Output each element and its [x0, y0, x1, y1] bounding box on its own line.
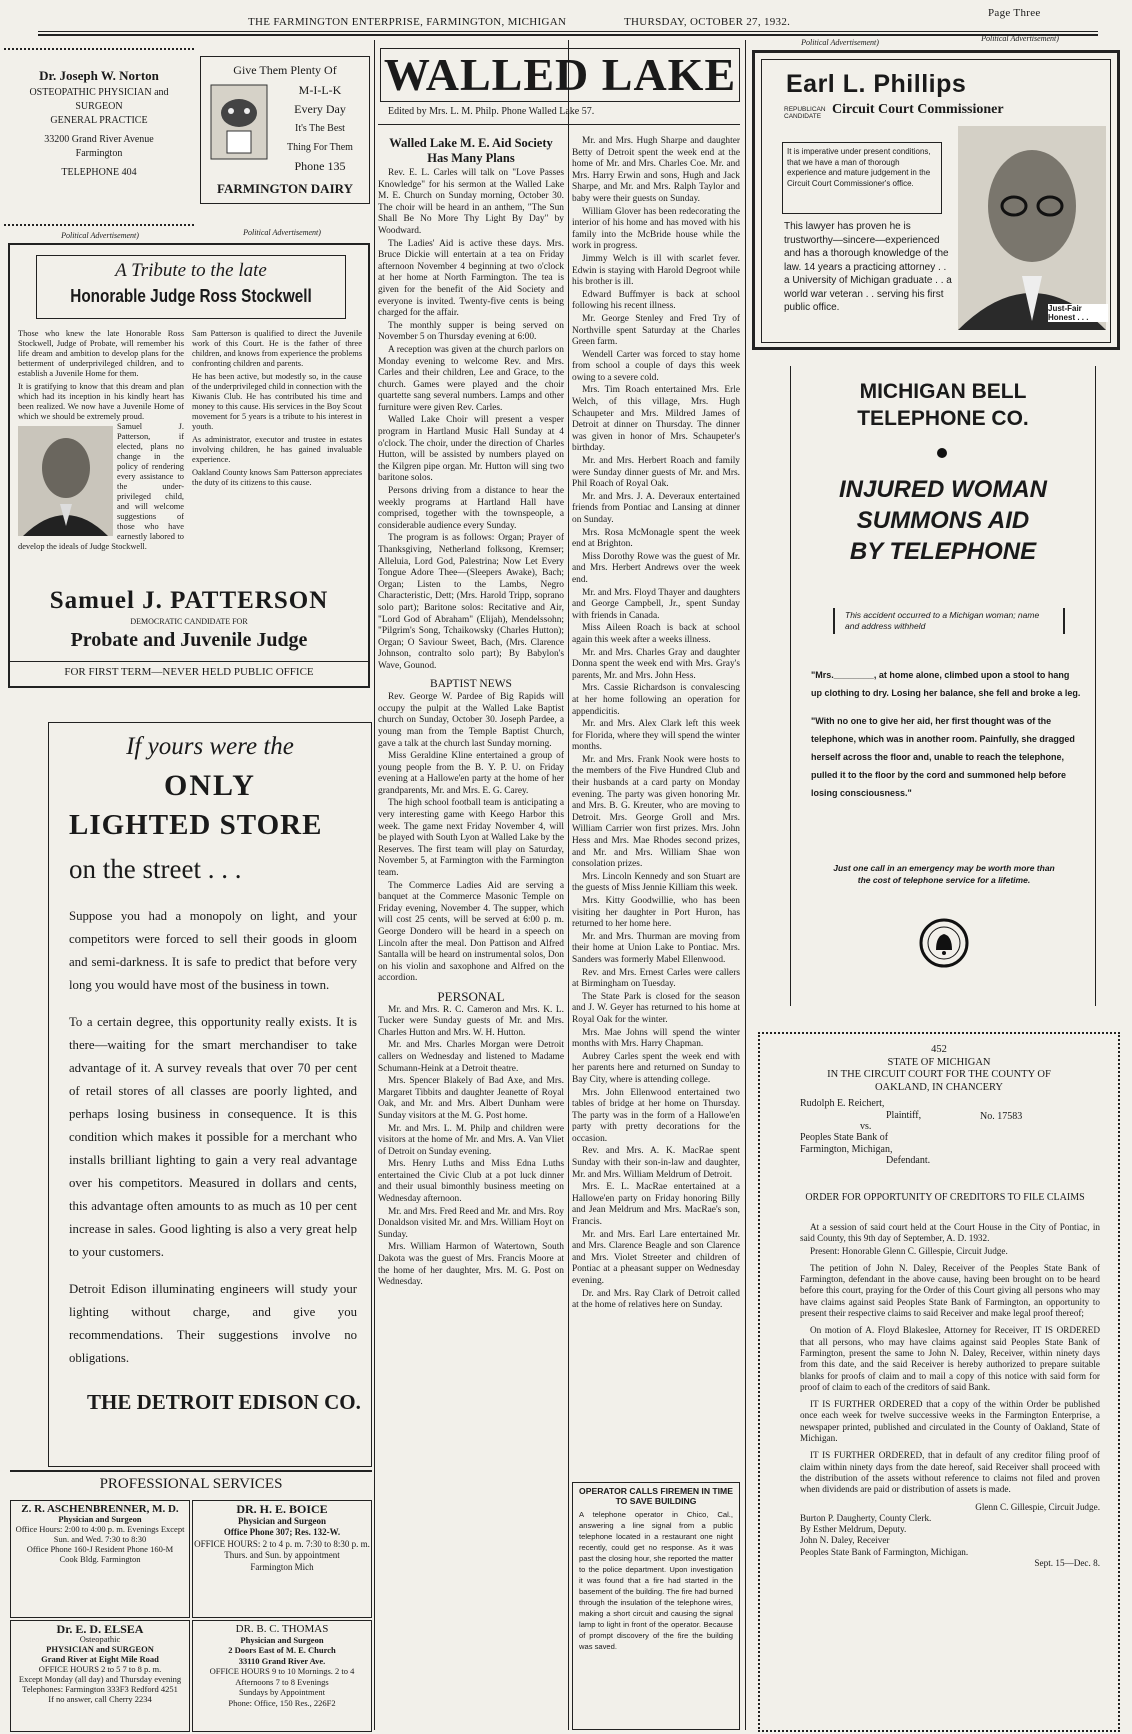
norton-line: OSTEOPATHIC PHYSICIAN and — [29, 87, 169, 98]
fire-text: A telephone operator in Chico, Cal., answering a line signal from a public telephone located in a restaurant one night recently, could get no response. As it was past the closing hour, she reported the matter to the police department. Upon investigation it was found that a fire had started in the basement of the building. The fire had burned through the insulation of the telephone wires, making a short circuit and causing the signal lamp to light in front of the operator. Because of prompt discovery of the fire the building was saved. — [579, 1510, 733, 1651]
bell-company: MICHIGAN BELL — [859, 380, 1027, 403]
article-headline: Walled Lake M. E. Aid Society Has Many Plans — [389, 136, 553, 165]
article-paragraph: A reception was given at the church parlors on Monday evening to welcome Rev. and Mrs. Carles and their children, Lee and Grace, to the church. Games were played and the choir quartette sang several numbers. Lamps and other furniture were given Rev. Carles. — [378, 344, 564, 413]
phillips-text: This lawyer has proven he is trustworthy—sincere—experienced and has a thorough knowledge of the law. 14 years a practicing attorney . . a University of Michigan graduate . . a world war veteran . . serving his first public office. — [784, 221, 952, 313]
legal-party: Plaintiff, — [886, 1109, 922, 1121]
legal-signature-line: Peoples State Bank of Farmington, Michigan. — [800, 1546, 969, 1557]
doctor-line: Sundays by Appointment — [239, 1687, 325, 1697]
article-paragraph: Jimmy Welch is ill with scarlet fever. Edwin is staying with Harold Degroot while his brother is ill. — [572, 253, 740, 288]
bell-note: This accident occurred to a Michigan woman; name and address withheld — [833, 608, 1065, 634]
bell-tagline: Just one call in an emergency may be worth more than the cost of telephone service for a lifetime. — [833, 863, 1055, 885]
walled-lake-column-1 — [378, 136, 564, 1732]
doctor-line: Except Monday (all day) and Thursday evening — [18, 1674, 182, 1684]
article-paragraph: Mr. and Mrs. Floyd Thayer and daughters and George Campbell, Jr., spent Sunday with friends in Canada. — [572, 587, 740, 621]
phillips-ad — [752, 50, 1120, 350]
section-title: WALLED LAKE — [380, 48, 740, 102]
article-paragraph: Mrs. Cassie Richardson is convalescing at her home following an operation for appendicitis. — [572, 683, 740, 717]
doctor-line: OFFICE HOURS 9 to 10 Mornings. 2 to 4 Afternoons 7 to 8 Evenings — [209, 1666, 355, 1687]
norton-line: Farmington — [75, 148, 123, 159]
article-paragraph: Mrs. Spencer Blakely of Bad Axe, and Mrs. Margaret Tibbits and daughter Jeanette of Royal Oak, and Mr. and Mrs. Albert Dunham were Sunday visitors at the M. G. Post home. — [378, 1076, 564, 1121]
doctor-line: Telephones: Farmington 333F3 Redford 4251 — [22, 1684, 178, 1694]
doctor-line: Office Hours: 2:00 to 4:00 p. m. Evenings Except Sun. and Wed. 7:30 to 8:30 — [15, 1524, 185, 1544]
legal-signature-line: By Esther Meldrum, Deputy. — [800, 1524, 907, 1535]
dairy-title: Give Them Plenty Of — [233, 63, 337, 77]
doctor-name: DR. B. C. THOMAS — [235, 1623, 329, 1635]
legal-party: Defendant. — [886, 1155, 931, 1166]
article-paragraph: Mr. and Mrs. Hugh Sharpe and daughter Betty of Detroit spent the week end at the home of Mr. and Mrs. Charles Coe. Mr. and Mrs. Harry Erwin and sons, Hugh and Jack Sharpe, and Mr. and Mrs. Ralph Taylor and baby were their guests on Sunday. — [572, 136, 740, 204]
legal-heading: OAKLAND, IN CHANCERY — [874, 1081, 1004, 1093]
article-paragraph: Miss Dorothy Rowe was the guest of Mr. and Mrs. Herbert Andrews over the week end. — [572, 551, 740, 585]
dairy-phone: Phone 135 — [294, 159, 346, 173]
article-paragraph: Mr. and Mrs. Frank Nook were hosts to the members of the Five Hundred Club and their husbands at a card party on Monday evening. The party was given honoring Mr. and Mrs. B. G. Kreuter, who are moving to Detroit. Mrs. George Groll and Mrs. William Carrier won first prizes. Mrs. John Hess and Mrs. Mae Rhodes second prizes, and Mr. and Mrs. William Shae won consolation prizes. — [572, 754, 740, 870]
political-label: Political Advertisement) — [61, 231, 139, 240]
norton-line: GENERAL PRACTICE — [50, 115, 148, 126]
bell-quote: "With no one to give her aid, her first thought was of the telephone, which was in another room. Painfully, she dragged herself across the floor and, unable to reach the telephone, pulled it to the floor by the cord and summoned help before losing consciousness." — [811, 716, 1075, 798]
doctor-line: If no answer, call Cherry 2234 — [48, 1694, 152, 1704]
patterson-photo — [18, 426, 113, 536]
edison-headline: on the street . . . — [69, 854, 242, 884]
professional-title: PROFESSIONAL SERVICES — [99, 1476, 283, 1492]
issue-date: THURSDAY, OCTOBER 27, 1932. — [624, 16, 791, 28]
article-paragraph: The Ladies' Aid is active these days. Mrs. Bruce Dickie will entertain at a tea on Friday afternoon November 4 beginning at two o'clock at her home at North Farmington. The tea is given for the benefit of the Aid Society and everyone is invited. Twenty-five cents is being charged for the affair. — [378, 238, 564, 319]
edison-text: To a certain degree, this opportunity really exists. It is there—waiting for the smart merchandiser to take advantage of it. A survey reveals that over 70 per cent of retail stores of all classes are poorly lighted, and perhaps losing business in consequence. It is this condition which makes it possible for a merchant who installs brilliant lighting to gain a very real advantage over his competitors. Measured in dollars and cents, this advantage often amounts to as much as 10 per cent increase in sales. Good lighting is also a very great help to your customers. — [69, 1015, 357, 1259]
political-label: Political Advertisement) — [801, 38, 879, 47]
article-paragraph: Miss Geraldine Kline entertained a group of young people from the B. Y. P. U. on Friday evening at a Hallowe'en party at the home of her grandparents, Mr. and Mrs. E. G. Carey. — [378, 751, 564, 796]
doctor-line: Physician and Surgeon — [240, 1634, 324, 1645]
walled-lake-column-2 — [572, 136, 740, 1476]
edison-headline: If yours were the — [126, 733, 294, 760]
legal-paragraph: On motion of A. Floyd Blakeslee, Attorney for Receiver, IT IS ORDERED that all persons, who may have claims against said Peoples State Bank of Farmington, present the same to John N. Daley, Receiver, within ninety days from this date, and the said Receiver is hereby authorized to prepare suitable blanks for proofs of claim and to mail a copy of this notice with said form for proof of claim to each of the creditors of said Bank. — [800, 1325, 1100, 1392]
article-paragraph: Mr. and Mrs. R. C. Cameron and Mrs. K. L. Tucker were Sunday guests of Mr. and Mrs. Charles Hutton and Mrs. W. H. Hutton. — [378, 1004, 564, 1038]
bell-logo-icon — [919, 918, 969, 968]
tribute-text: Oakland County knows Sam Patterson appreciates the duty of its citizens to this cause. — [192, 468, 362, 487]
phillips-office: Circuit Court Commissioner — [832, 102, 1004, 117]
article-paragraph: Mr. and Mrs. Fred Reed and Mr. and Mrs. Roy Donaldson visited Mr. and Mrs. William Hoyt on Sunday. — [378, 1206, 564, 1240]
bell-quote: "Mrs.________, at home alone, climbed upon a stool to hang up clothing to dry. Losing her balance, she fell and broke a leg. — [811, 670, 1081, 698]
dairy-name: FARMINGTON DAIRY — [217, 181, 353, 196]
legal-number: 452 — [931, 1044, 947, 1055]
article-headline: BAPTIST NEWS — [430, 677, 512, 690]
tribute-text: Sam Patterson is qualified to direct the Juvenile work of this Court. He is the father of three children, and knows from experience the problems confronting children and parents. — [192, 329, 362, 368]
candidate-office: Probate and Juvenile Judge — [70, 629, 308, 651]
candidate-term: FOR FIRST TERM—NEVER HELD PUBLIC OFFICE — [10, 661, 368, 678]
article-paragraph: Rev. and Mrs. A. K. MacRae spent Sunday with their son-in-law and daughter, Mr. and Mrs. William Meldrum of Detroit. — [572, 1146, 740, 1180]
fire-article — [572, 1482, 740, 1730]
bell-headline: INJURED WOMAN — [839, 476, 1047, 503]
milk-cow-illustration — [209, 83, 269, 161]
article-paragraph: William Glover has been redecorating the interior of his home and has moved with his family into the McBride house while the work in progress. — [572, 206, 740, 252]
article-paragraph: Mr. and Mrs. Herbert Roach and family were Sunday dinner guests of Mr. and Mrs. Phil Roach of Royal Oak. — [572, 456, 740, 490]
doctor-line: 2 Doors East of M. E. Church — [228, 1645, 336, 1655]
article-paragraph: Rev. and Mrs. Ernest Carles were callers at Birmingham on Tuesday. — [572, 967, 740, 990]
doctor-line: OFFICE HOURS 2 to 5 7 to 8 p. m. — [38, 1664, 162, 1674]
article-paragraph: Mrs. John Ellenwood entertained two tables of bridge at her home on Thursday. The party was in the form of a Hallowe'en party with pretty decorations for the occasion. — [572, 1087, 740, 1144]
legal-party: Peoples State Bank of — [800, 1132, 889, 1143]
political-label: Political Advertisement) — [243, 228, 321, 237]
dairy-every: Every Day — [294, 102, 346, 116]
article-paragraph: The State Park is closed for the season and J. W. Geyer has returned to his home at Royal Oak for the winter. — [572, 991, 740, 1025]
article-paragraph: Aubrey Carles spent the week end with her parents here and returned on Sunday to Bay City, where is attending college. — [572, 1051, 740, 1085]
article-headline: PERSONAL — [437, 988, 505, 1004]
doctor-name: DR. H. E. BOICE — [236, 1502, 328, 1516]
bell-company: TELEPHONE CO. — [857, 407, 1029, 430]
doctor-line: Osteopathic — [79, 1634, 121, 1644]
masthead: THE FARMINGTON ENTERPRISE, FARMINGTON, MICHIGAN — [248, 16, 567, 28]
bullet-icon — [937, 448, 947, 458]
article-paragraph: Rev. E. L. Carles will talk on "Love Passes Knowledge" for his sermon at the Walled Lake M. E. Church on Sunday morning, October 30. The choir will be heard in an anthem, "The Sun Shall Be No More Thy Light By Day" by Woodward. — [378, 168, 564, 236]
legal-party: vs. — [860, 1121, 872, 1132]
legal-paragraph: At a session of said court held at the Court House in the City of Pontiac, in said County, this 9th day of September, A. D. 1932. — [800, 1222, 1100, 1244]
article-paragraph: Mrs. Henry Luths and Miss Edna Luths entertained the Civic Club at a pot luck dinner and their usual bimonthly business meeting on Wednesday afternoon. — [378, 1159, 564, 1205]
phillips-name: Earl L. Phillips — [786, 70, 967, 98]
dairy-best: It's The Best — [295, 123, 345, 134]
candidate-party: DEMOCRATIC CANDIDATE FOR — [130, 617, 248, 626]
legal-party: Farmington, Michigan, — [800, 1143, 893, 1155]
doctor-line: Grand River at Eight Mile Road — [41, 1654, 159, 1664]
doctor-line: Office Phone 160-J Resident Phone 160-M — [26, 1544, 174, 1554]
article-paragraph: The program is as follows: Organ; Prayer of Thanksgiving, Netherland folksong, Kremser; Alleluia, Lord God, Palestrina; Now Let Every Tongue Adore Thee—(Sleepers Awake), Bach; Organ; Listen to the Lambs, Negro Characteristic, Dett; (Mrs. Harold Tripp, soprano solo part); Baritone solos: Recitative and Air, "Lord God of Abraham" (Elijah), Mendelssohn; "Pilgrim's Song, Tchaikowsky (Charles Hutton); Organ; O Saviour Sweet, Bach, (Mrs. Clarence Johnson, contralto solo part); By Babylon's Wave, Gounod. — [378, 533, 564, 671]
norton-line: SURGEON — [75, 101, 123, 112]
legal-paragraph: Present: Honorable Glenn C. Gillespie, Circuit Judge. — [810, 1245, 1008, 1256]
bell-ad — [790, 366, 1096, 1006]
doctor-name: Dr. E. D. ELSEA — [56, 1622, 144, 1636]
article-paragraph: Mr. and Mrs. J. A. Deveraux entertained friends from Pontiac and Lansing at dinner on Sunday. — [572, 491, 740, 525]
legal-paragraph: IT IS FURTHER ORDERED, that in default of any creditor filing proof of claim within ninety days from the date hereof, said Receiver shall proceed with the distribution of the assets without reference to claims not filed and proven when dividends are paid or distribution of assets is made. — [800, 1450, 1100, 1495]
tribute-text: It is gratifying to know that this dream and plan which had its inception in his kindly heart has been realized. We now have a Juvenile Home of which we should be extremely proud. — [18, 382, 184, 421]
doctor-line: 33110 Grand River Ave. — [238, 1655, 326, 1666]
dairy-ad — [200, 56, 370, 204]
edison-signature: THE DETROIT EDISON CO. — [87, 1390, 361, 1414]
article-paragraph: Dr. and Mrs. Ray Clark of Detroit called at the home of relatives here on Sunday. — [572, 1288, 740, 1311]
doctor-line: Physician and Surgeon — [237, 1515, 327, 1526]
article-paragraph: Mr. and Mrs. Alex Clark left this week for Florida, where they will spend the winter months. — [572, 719, 740, 753]
article-paragraph: Persons driving from a distance to hear the weekly programs at Hartland Hall have comprised, together with the townspeople, a considerable audience every Sunday. — [378, 486, 564, 531]
doctor-line: PHYSICIAN and SURGEON — [46, 1644, 154, 1654]
article-paragraph: Mrs. Rosa McMonagle spent the week end at Brighton. — [572, 527, 740, 550]
doctor-line: Office Phone 307; Res. 132-W. — [223, 1527, 341, 1537]
doctor-line: Cook Bldg. Farmington — [59, 1554, 141, 1564]
legal-notice — [758, 1032, 1120, 1732]
phillips-tagline: Just-Fair Honest . . . — [1048, 304, 1108, 322]
page-number: Page Three — [988, 7, 1041, 19]
legal-dates: Sept. 15—Dec. 8. — [1034, 1558, 1100, 1569]
candidate-name: Samuel J. PATTERSON — [49, 587, 329, 614]
article-paragraph: Mr. and Mrs. Thurman are moving from their home at Union Lake to Pontiac. Mrs. Sanders was formerly Mabel Ellenwood. — [572, 931, 740, 965]
article-paragraph: Mrs. Lincoln Kennedy and son Stuart are the guests of Miss Jennie Killiam this week. — [572, 871, 740, 894]
article-paragraph: Mrs. William Harmon of Watertown, South Dakota was the guest of Mrs. Francis Moore at the home of her daughter, Mrs. M. G. Post on Wednesday. — [378, 1242, 564, 1288]
norton-line: 33200 Grand River Avenue — [44, 134, 154, 145]
edison-text: Detroit Edison illuminating engineers will study your lighting without charge, and give you recommendations. Their suggestions involve no obligations. — [69, 1282, 357, 1365]
dairy-thing: Thing For Them — [287, 142, 353, 153]
phillips-photo — [958, 126, 1106, 330]
article-paragraph: The monthly supper is being served on November 5 on Thursday evening at 6:00. — [378, 320, 564, 343]
legal-paragraph: The petition of John N. Daley, Receiver of the Peoples State Bank of Farmington, defendant in the above cause, having been brought on to be heard before this court, praying for the Order of this Court giving all persons who may have claims against said Peoples State Bank of Farmington, an opportunity to present their respective claims to said Receiver and make legal proof thereof; — [800, 1262, 1100, 1319]
professional-services — [10, 1470, 372, 1732]
article-paragraph: Edward Buffmyer is back at school following his recent illness. — [572, 289, 740, 312]
dairy-milk: M-I-L-K — [298, 83, 342, 97]
doctor-line: OFFICE HOURS: 2 to 4 p. m. 7:30 to 8:30 p. m. — [194, 1538, 370, 1549]
article-paragraph: Mrs. E. L. MacRae entertained at a Hallowe'en party on Friday honoring Billy and Jean Meldrum and Mrs. MacRae's son, Francis. — [572, 1182, 740, 1228]
article-paragraph: Rev. George W. Pardee of Big Rapids will occupy the pulpit at the Walled Lake Baptist church on Sunday, October 30. Joseph Pardee, a young man from the Temple Baptist Church, gave a talk at the church last Sunday morning. — [378, 692, 564, 749]
doctor-line: Physician and Surgeon — [58, 1514, 142, 1524]
article-paragraph: Mr. and Mrs. Charles Gray and daughter Donna spent the week end with Mrs. Gray's parents, Mr. and Mrs. John Hess. — [572, 647, 740, 681]
legal-paragraph: IT IS FURTHER ORDERED that a copy of the within Order be published once each week for twelve successive weeks in the Farmington Enterprise, a newspaper printed, published and circulated in the County of Oakland, State of Michigan. — [800, 1399, 1100, 1444]
phillips-party: REPUBLICAN CANDIDATE — [784, 106, 826, 120]
norton-line: TELEPHONE 404 — [61, 167, 137, 178]
doctor-name: Z. R. ASCHENBRENNER, M. D. — [21, 1503, 179, 1515]
legal-party: Rudolph E. Reichert, — [800, 1098, 885, 1109]
tribute-text: Samuel J. Patterson, if elected, plans no change in the policy of rendering every assistance to the under-privileged child, and will welcome suggestions of those who have earnestly labored to develop the ideals of Judge Stockwell. — [18, 422, 184, 551]
edison-ad — [48, 722, 372, 1467]
edison-headline: ONLY — [164, 769, 256, 802]
judge-name: Honorable Judge Ross Stockwell — [70, 286, 312, 306]
legal-order-title: ORDER FOR OPPORTUNITY OF CREDITORS TO FILE CLAIMS — [805, 1192, 1085, 1203]
article-paragraph: Miss Aileen Roach is back at school again this week after a weeks illness. — [572, 623, 740, 645]
article-paragraph: Mrs. Mae Johns will spend the winter months with Mrs. Harry Chapman. — [572, 1027, 740, 1050]
patterson-ad — [8, 243, 370, 688]
article-paragraph: The Commerce Ladies Aid are serving a banquet at the Commerce Masonic Temple on Friday evening, November 4. The supper, which will cost 25 cents, will be served at 6:00 p. m. George Dondero will be heard in a speech on Lincoln after the meal. Don Pattison and Alfred Santalla will be heard on instrumental solos, Don on his violin and saxophone and Alfred on the accordion. — [378, 880, 564, 984]
article-paragraph: Mrs. Tim Roach entertained Mrs. Erle Welch, of this village, Mrs. Hugh Schaupeter and Mrs. Mildred James of Detroit at dinner on Thursday. The dinner was given in honor of Mrs. Schaupeter's birthday. — [572, 385, 740, 454]
legal-signature: Glenn C. Gillespie, Circuit Judge. — [975, 1501, 1100, 1512]
bell-headline: BY TELEPHONE — [849, 538, 1037, 565]
doctor-line: Phone: Office, 150 Res., 226F2 — [228, 1697, 336, 1708]
tribute-title: A Tribute to the late — [115, 260, 267, 281]
phillips-statement: It is imperative under present conditions, that we have a man of thorough experience and mature judgement in the Circuit Court Commissioner's office. — [782, 142, 942, 214]
article-paragraph: The high school football team is anticipating a very interesting game with Keego Harbor this week. The game next Friday November 4, will be played with South Lyon at Walled Lake by the Reserves. The first team will play on Saturday, November 5, at Farmington with the Farmington team. — [378, 798, 564, 879]
legal-signature-line: Burton P. Daugherty, County Clerk. — [800, 1512, 932, 1523]
tribute-text: Those who knew the late Honorable Ross Stockwell, Judge of Probate, will remember his life dream and ambition to develop plans for the betterment of underprivileged children, and to establish a Juvenile Home for them. — [18, 329, 184, 378]
tribute-text: As administrator, executor and trustee in estates involving children, he has gained invaluable experience. — [192, 435, 362, 464]
legal-signature-line: John N. Daley, Receiver — [800, 1535, 890, 1546]
political-label: Political Advertisement) — [981, 34, 1059, 43]
article-paragraph: Mrs. Kitty Goodwillie, who has been visiting her daughter in Port Huron, has returned to her home here. — [572, 896, 740, 930]
legal-case-number: No. 17583 — [980, 1110, 1023, 1122]
article-paragraph: Mr. George Stenley and Fred Try of Northville spent Saturday at the Charles Green farm. — [572, 313, 740, 348]
edison-headline: LIGHTED STORE — [69, 809, 323, 841]
article-paragraph: Mr. and Mrs. Charles Morgan were Detroit callers on Wednesday and listened to Madame Schumann-Heink at a Detroit theatre. — [378, 1040, 564, 1074]
fire-headline: OPERATOR CALLS FIREMEN IN TIME TO SAVE BUILDING — [579, 1486, 733, 1506]
legal-heading: IN THE CIRCUIT COURT FOR THE COUNTY OF — [827, 1069, 1051, 1080]
article-paragraph: Mr. and Mrs. Earl Lare entertained Mr. and Mrs. Clarence Beagle and son Clarence and Mrs. Violet Streeter and children of Pontiac at a pheasant supper on Wednesday evening. — [572, 1229, 740, 1286]
norton-ad — [4, 48, 194, 226]
article-paragraph: Walled Lake Choir will present a vesper program in Hartland Music Hall Sunday at 4 o'clock. The choir, under the direction of Charles Hutton, will be assisted by numbers played on the Kilgren pipe organ. Mr. Hutton will sing two baritone solos. — [378, 415, 564, 484]
section-editor: Edited by Mrs. L. M. Philp. Phone Walled Lake 57. — [388, 106, 595, 117]
article-paragraph: Wendell Carter was forced to stay home from school a couple of days this week owing to a severe cold. — [572, 349, 740, 383]
tribute-text: He has been active, but modestly so, in the cause of the underprivileged child in connection with the Kiwanis Club. He has contributed his time and money to this cause. His services in the Boy Scout movement for 5 years is a tribute to his interest in youth. — [192, 372, 362, 431]
doctor-line: Farmington Mich — [250, 1561, 314, 1572]
edison-text: Suppose you had a monopoly on light, and your competitors were forced to sell their goods in gloom and semi-darkness. It is safe to predict that before very long you would have most of the business in town. — [69, 909, 357, 992]
doctor-line: Thurs. and Sun. by appointment — [224, 1550, 340, 1560]
legal-heading: STATE OF MICHIGAN — [887, 1056, 991, 1068]
article-paragraph: Mr. and Mrs. L. M. Philp and children were visitors at the home of Mr. and Mrs. A. Van Vliet of Detroit on Sunday evening. — [378, 1123, 564, 1157]
norton-name: Dr. Joseph W. Norton — [39, 68, 159, 83]
bell-headline: SUMMONS AID — [856, 507, 1030, 534]
